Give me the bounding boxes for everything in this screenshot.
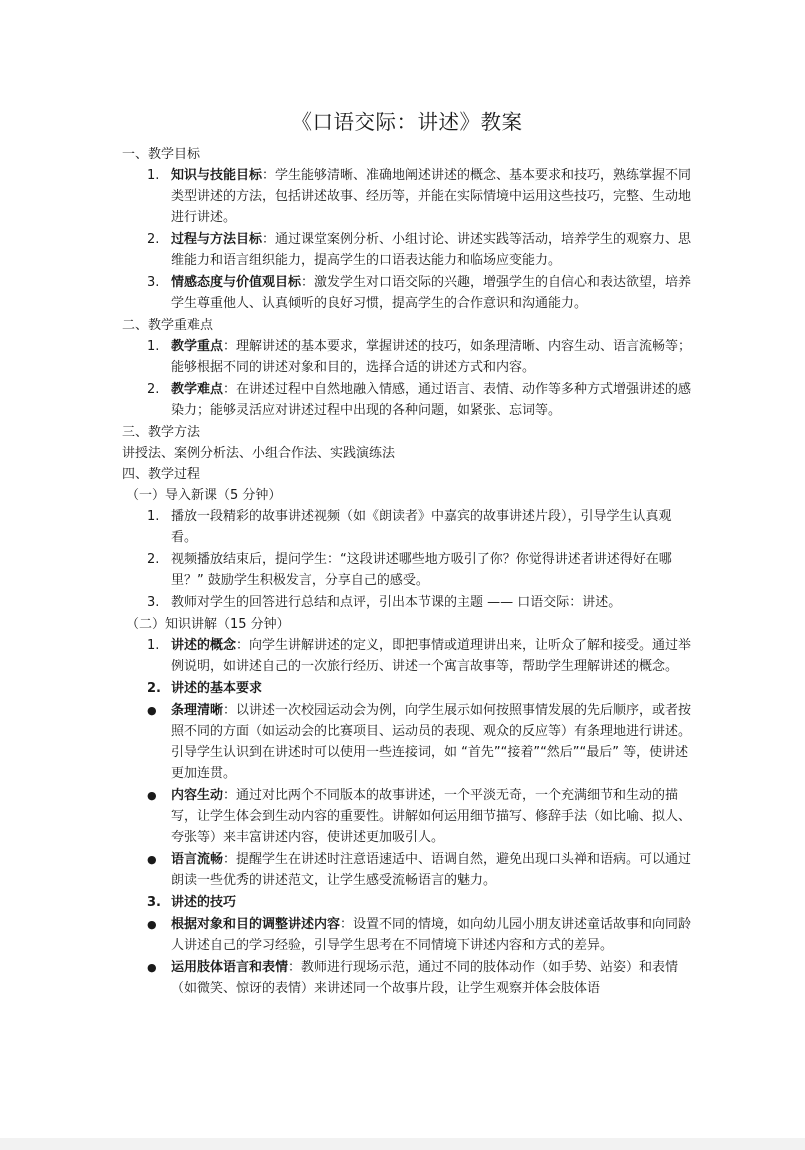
list-heading-techniques <box>122 892 692 913</box>
item-text: ：提醒学生在讲述时注意语速适中、语调自然，避免出现口头禅和语病。可以通过朗读一些优秀的讲述范文，让学生感受流畅语言的魅力。 <box>171 852 692 888</box>
item-label: 运用肢体语言和表情 <box>171 960 289 975</box>
section-heading-key-points: 二、教学重难点 <box>122 318 214 333</box>
list-item <box>122 272 692 314</box>
document-body <box>122 144 692 1000</box>
item-label: 讲述的基本要求 <box>171 681 263 696</box>
intro-list <box>122 506 692 613</box>
bullet-icon: ● <box>147 789 157 802</box>
bullet-item <box>122 957 692 999</box>
item-number: 2. <box>147 552 160 567</box>
item-label: 教学难点 <box>171 382 224 397</box>
item-number: 3. <box>147 275 160 290</box>
item-text: 播放一段精彩的故事讲述视频（如《朗读者》中嘉宾的故事讲述片段），引导学生认真观看。 <box>171 509 672 545</box>
item-text: ：向学生讲解讲述的定义，即把事情或道理讲出来，让听众了解和接受。通过举例说明，如讲述自己的一次旅行经历、讲述一个寓言故事等，帮助学生理解讲述的概念。 <box>171 638 692 674</box>
bullet-icon: ● <box>147 704 157 717</box>
item-number: 1. <box>147 509 160 524</box>
objectives-list <box>122 165 692 314</box>
list-item <box>122 229 692 271</box>
item-number: 3. <box>147 895 161 910</box>
item-number: 2. <box>147 382 160 397</box>
item-label: 情感态度与价值观目标 <box>171 275 302 290</box>
bullet-item <box>122 914 692 956</box>
item-text: ：设置不同的情境，如向幼儿园小朋友讲述童话故事和向同龄人讲述自己的学习经验，引导学生思考在不同情境下讲述内容和方式的差异。 <box>171 917 692 953</box>
bullet-icon: ● <box>147 961 157 974</box>
item-number: 1. <box>147 638 160 653</box>
bullet-icon: ● <box>147 918 157 931</box>
list-item <box>122 635 692 677</box>
item-label: 条理清晰 <box>171 703 224 718</box>
item-number: 2. <box>147 232 160 247</box>
bullet-item <box>122 849 692 891</box>
section-heading-methods: 三、教学方法 <box>122 425 201 440</box>
key-points-list <box>122 336 692 421</box>
methods-text: 讲授法、案例分析法、小组合作法、实践演练法 <box>122 446 396 461</box>
list-item <box>122 336 692 378</box>
list-item <box>122 506 692 548</box>
item-number: 1. <box>147 168 160 183</box>
item-number: 2. <box>147 681 161 696</box>
list-item <box>122 165 692 228</box>
item-label: 语言流畅 <box>171 852 224 867</box>
list-item <box>122 379 692 421</box>
item-text: ：通过课堂案例分析、小组讨论、讲述实践等活动，培养学生的观察力、思维能力和语言组织能力，提高学生的口语表达能力和临场应变能力。 <box>171 232 692 268</box>
item-label: 知识与技能目标 <box>171 168 263 183</box>
item-label: 讲述的技巧 <box>171 895 237 910</box>
item-label: 根据对象和目的调整讲述内容 <box>171 917 341 932</box>
item-number: 3. <box>147 595 160 610</box>
list-item <box>122 592 692 613</box>
subsection-heading-intro: （一）导入新课（5 分钟） <box>126 488 282 503</box>
item-text: ：理解讲述的基本要求，掌握讲述的技巧，如条理清晰、内容生动、语言流畅等；能够根据不同的讲述对象和目的，选择合适的讲述方式和内容。 <box>171 339 692 375</box>
bullet-item <box>122 785 692 848</box>
page-title: 《口语交际：讲述》教案 <box>291 110 523 134</box>
item-label: 过程与方法目标 <box>171 232 263 247</box>
item-text: 教师对学生的回答进行总结和点评，引出本节课的主题 —— 口语交际：讲述。 <box>171 595 622 610</box>
item-text: ：教师进行现场示范，通过不同的肢体动作（如手势、站姿）和表情（如微笑、惊讶的表情）来讲述同一个故事片段，让学生观察并体会肢体语 <box>171 960 679 996</box>
item-label: 讲述的概念 <box>171 638 237 653</box>
subsection-heading-knowledge: （二）知识讲解（15 分钟） <box>126 617 290 632</box>
item-text: ：在讲述过程中自然地融入情感，通过语言、表情、动作等多种方式增强讲述的感染力；能够灵活应对讲述过程中出现的各种问题，如紧张、忘词等。 <box>171 382 692 418</box>
item-text: ：通过对比两个不同版本的故事讲述，一个平淡无奇，一个充满细节和生动的描写，让学生体会到生动内容的重要性。讲解如何运用细节描写、修辞手法（如比喻、拟人、夸张等）来丰富讲述内容，使讲述更加吸引人。 <box>171 788 692 845</box>
bullet-item <box>122 700 692 784</box>
item-text: ：以讲述一次校园运动会为例，向学生展示如何按照事情发展的先后顺序，或者按照不同的方面（如运动会的比赛项目、运动员的表现、观众的反应等）有条理地进行讲述。引导学生认识到在讲述时可以使用一些连接词，如 “首先”“接着”“然后”“最后” 等，使讲述更加连贯。 <box>171 703 692 781</box>
item-text: ：激发学生对口语交际的兴趣，增强学生的自信心和表达欲望，培养学生尊重他人、认真倾听的良好习惯，提高学生的合作意识和沟通能力。 <box>171 275 692 311</box>
item-text: ：学生能够清晰、准确地阐述讲述的概念、基本要求和技巧，熟练掌握不同类型讲述的方法，包括讲述故事、经历等，并能在实际情境中运用这些技巧，完整、生动地进行讲述。 <box>171 168 692 225</box>
list-heading-requirements <box>122 678 692 699</box>
techniques-list <box>122 914 692 999</box>
item-label: 教学重点 <box>171 339 224 354</box>
bullet-icon: ● <box>147 853 157 866</box>
list-item <box>122 549 692 591</box>
item-label: 内容生动 <box>171 788 224 803</box>
section-heading-process: 四、教学过程 <box>122 467 201 482</box>
section-heading-objectives: 一、教学目标 <box>122 147 201 162</box>
item-number: 1. <box>147 339 160 354</box>
item-text: 视频播放结束后，提问学生：“这段讲述哪些地方吸引了你？你觉得讲述者讲述得好在哪里？” 鼓励学生积极发言，分享自己的感受。 <box>171 552 672 588</box>
requirements-list <box>122 700 692 891</box>
